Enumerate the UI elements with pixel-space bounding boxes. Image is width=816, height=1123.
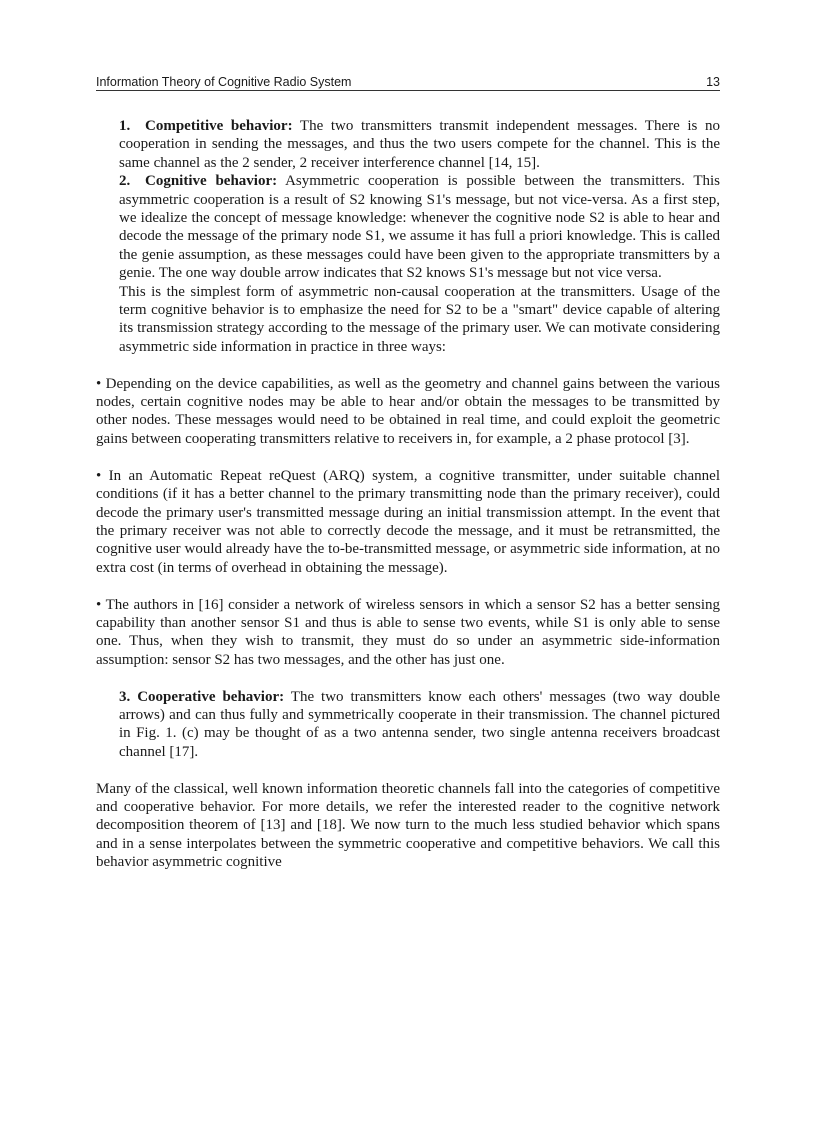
page-number: 13 [706, 75, 720, 89]
bullet-paragraph: • In an Automatic Repeat reQuest (ARQ) system, a cognitive transmitter, under suitable channel conditions (if it has a better channel to the primary transmitting node than the primary receiver), could decode the primary user's transmitted message during an initial transmission attempt. In the event that the primary receiver was not able to correctly decode the message, and it must be retransmitted, the cognitive user would already have the to-be-transmitted message, or asymmetric side information, at no extra cost (in terms of overhead in obtaining the message). [96, 467, 720, 576]
closing-paragraph: Many of the classical, well known information theoretic channels fall into the categories of competitive and cooperative behavior. For more details, we refer the interested reader to the cognitive network decomposition theorem of [13] and [18]. We now turn to the much less studied behavior which spans and in a sense interpolates between the symmetric cooperative and competitive behaviors. We call this behavior asymmetric cognitive [96, 780, 720, 871]
list-item-cooperative: 3. Cooperative behavior: The two transmitters know each others' messages (two way double arrows) and can thus fully and symmetrically cooperate in their transmission. The channel pictured in Fig. 1. (c) may be thought of as a two antenna sender, two single antenna receivers broadcast channel [17]. [119, 688, 720, 760]
bullet-paragraph: • Depending on the device capabilities, as well as the geometry and channel gains between the various nodes, certain cognitive nodes may be able to hear and/or obtain the messages to be transmitted by other nodes. These messages would need to be obtained in real time, and could exploit the geometric gains between cooperating transmitters relative to receivers in, for example, a 2 phase protocol [3]. [96, 375, 720, 447]
header-title: Information Theory of Cognitive Radio System [96, 75, 352, 89]
running-header [96, 70, 720, 91]
behavior-list [119, 117, 720, 356]
cognitive-continuation: This is the simplest form of asymmetric non-causal cooperation at the transmitters. Usage of the term cognitive behavior is to emphasize the need for S2 to be a "smart" device capable of altering its transmission strategy according to the message of the primary user. We can motivate considering asymmetric side information in practice in three ways: [119, 283, 720, 355]
list-item-competitive: 1. Competitive behavior: The two transmitters transmit independent messages. There is no cooperation in sending the messages, and thus the two users compete for the channel. This is the same channel as the 2 sender, 2 receiver interference channel [14, 15]. [119, 118, 720, 171]
bullet-paragraph: • The authors in [16] consider a network of wireless sensors in which a sensor S2 has a better sensing capability than another sensor S1 and thus is able to sense two events, while S1 is only able to sense one. Thus, when they wish to transmit, they must do so under an asymmetric side-information assumption: sensor S2 has two messages, and the other has just one. [96, 596, 720, 668]
page-body [96, 117, 720, 872]
list-item-cognitive: 2. Cognitive behavior: Asymmetric cooperation is possible between the transmitters. This asymmetric cooperation is a result of S2 knowing S1's message, but not vice-versa. As a first step, we idealize the concept of message knowledge: whenever the cognitive node S2 is able to hear and decode the message of the primary node S1, we assume it has full a priori knowledge. This is called the genie assumption, as these messages could have been given to the appropriate transmitters by a genie. The one way double arrow indicates that S2 knows S1's message but not vice versa. [119, 173, 721, 282]
